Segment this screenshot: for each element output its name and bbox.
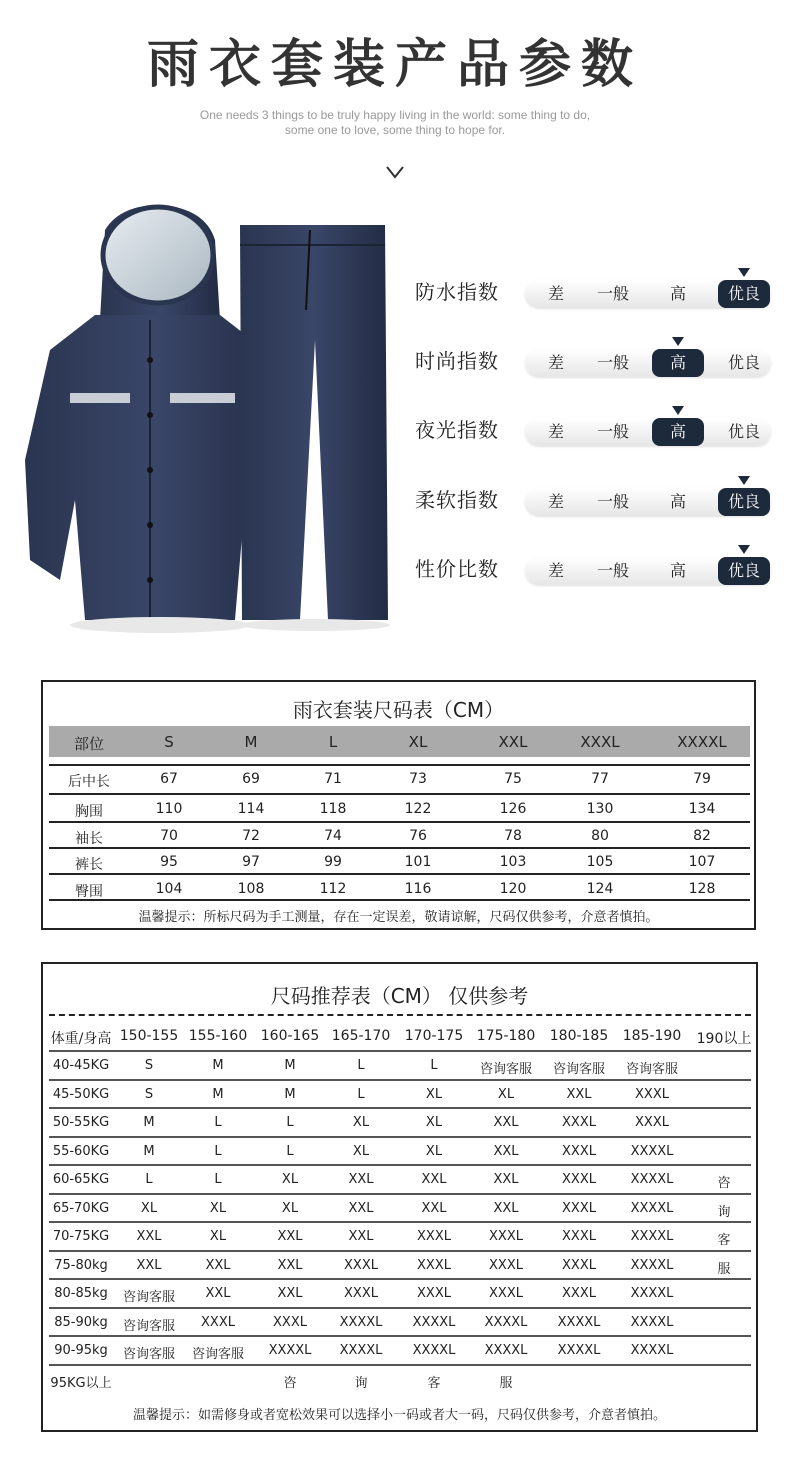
size-table-header-cell: L: [328, 733, 338, 751]
recommend-table-header-cell: 体重/身高: [50, 1031, 112, 1047]
recommend-table-cell: XXL: [277, 1258, 303, 1273]
size-table-header-cell: XXXL: [580, 733, 620, 751]
recommend-table-cell: XXXL: [489, 1258, 523, 1273]
size-table-cell: 76: [409, 828, 427, 844]
recommend-table-cell: XXL: [493, 1144, 519, 1159]
size-table-cell: 107: [688, 854, 716, 870]
page-subtitle: [0, 108, 790, 138]
rating-label: 时尚指数: [415, 349, 499, 373]
recommend-table-cell: XXXXL: [630, 1315, 674, 1330]
rating-option: 差: [547, 422, 564, 441]
size-table-cell: 112: [319, 881, 347, 897]
recommend-table-cell: XL: [352, 1115, 370, 1130]
recommend-table-cell: L: [286, 1144, 294, 1159]
recommend-table-cell: XXXXL: [557, 1315, 601, 1330]
size-table-cell: 118: [319, 801, 347, 817]
recommend-table-header-cell: 175-180: [476, 1028, 536, 1044]
recommend-table-cell: 40-45KG: [52, 1058, 110, 1073]
recommend-table-cell: XXL: [421, 1172, 447, 1187]
recommend-table-cell: XXXXL: [630, 1144, 674, 1159]
size-table-cell: 126: [499, 801, 527, 817]
page-title: 雨衣套装产品参数: [146, 35, 643, 95]
rating-option: 高: [652, 349, 704, 377]
size-table-cell: 108: [237, 881, 265, 897]
size-table-header-cell: XXL: [498, 733, 528, 751]
recommend-table-row-line: [49, 1250, 751, 1252]
recommend-table-cell: XXL: [493, 1172, 519, 1187]
recommend-table-cell: XXXL: [344, 1258, 378, 1273]
size-table-cell: 116: [404, 881, 432, 897]
recommend-table-cell: XXXL: [344, 1286, 378, 1301]
rating-marker-icon: [738, 476, 750, 485]
recommend-table-cell: XXXL: [562, 1144, 596, 1159]
rating-option: 一般: [596, 422, 629, 441]
recommend-table-cell: XXXL: [562, 1115, 596, 1130]
recommend-table-cell: 客: [427, 1376, 441, 1391]
raincoat-product-image: [10, 200, 390, 660]
recommend-table-cell: 咨询客服: [122, 1319, 175, 1334]
recommend-table-cell: XL: [425, 1115, 443, 1130]
recommend-table-title: 尺码推荐表（CM） 仅供参考: [270, 984, 529, 1008]
rating-label: 防水指数: [415, 280, 499, 304]
recommend-table-cell: XL: [209, 1229, 227, 1244]
recommend-table-cell: M: [284, 1087, 296, 1102]
size-table-cell: 82: [693, 828, 711, 844]
size-table-cell: 105: [586, 854, 614, 870]
recommend-table-cell: XL: [281, 1201, 299, 1216]
rating-row: [415, 408, 785, 448]
size-table-note: 温馨提示：所标尺码为手工测量，存在一定误差，敬请谅解，尺码仅供参考，介意者慎拍。: [138, 910, 659, 925]
recommend-table-cell: XXXXL: [412, 1315, 456, 1330]
recommend-table-cell: 咨询客服: [122, 1347, 175, 1362]
rating-marker-icon: [672, 337, 684, 346]
recommend-table-cell: 50-55KG: [52, 1115, 110, 1130]
size-table-header-cell: XL: [408, 733, 428, 751]
rating-option: 差: [547, 561, 564, 580]
size-table-cell: 124: [586, 881, 614, 897]
recommend-table-header-cell: 155-160: [188, 1028, 248, 1044]
size-table-cell: 71: [324, 771, 342, 787]
size-table-cell: 101: [404, 854, 432, 870]
rating-option: 一般: [596, 353, 629, 372]
recommend-table-cell: XXXL: [201, 1315, 235, 1330]
size-table-cell: 74: [324, 828, 342, 844]
size-table-cell: 99: [324, 854, 342, 870]
size-table-cell: 103: [499, 854, 527, 870]
rating-option: 优良: [727, 353, 760, 372]
recommend-table-cell: XXL: [136, 1229, 162, 1244]
size-table-cell: 77: [591, 771, 609, 787]
rating-option: 高: [669, 492, 686, 511]
recommend-table-cell: S: [144, 1058, 154, 1073]
recommend-table-cell: XXXL: [562, 1286, 596, 1301]
recommend-table-cell: XXL: [348, 1172, 374, 1187]
recommend-table-cell: XXL: [566, 1087, 592, 1102]
recommend-table-cell: XXL: [493, 1115, 519, 1130]
recommend-table-cell: 客: [717, 1233, 731, 1248]
recommend-table-cell: XXXL: [489, 1229, 523, 1244]
recommend-table-cell: XXL: [277, 1229, 303, 1244]
recommend-table-cell: XXXL: [562, 1229, 596, 1244]
recommend-table-cell: 75-80kg: [54, 1258, 108, 1273]
recommend-table-cell: XL: [140, 1201, 158, 1216]
size-table-cell: 72: [242, 828, 260, 844]
recommend-table-cell: 咨询客服: [122, 1290, 175, 1305]
size-table-header-cell: 部位: [73, 735, 104, 753]
chevron-down-icon: [383, 160, 407, 184]
recommend-table-row-line: [49, 1079, 751, 1081]
recommend-table-cell: 60-65KG: [52, 1172, 110, 1187]
rating-row: [415, 478, 785, 518]
size-table-cell: 134: [688, 801, 716, 817]
size-table-cell: 裤长: [75, 857, 103, 873]
rating-marker-icon: [738, 268, 750, 277]
recommend-table-cell: M: [284, 1058, 296, 1073]
size-table-cell: 75: [504, 771, 522, 787]
size-table-cell: 69: [242, 771, 260, 787]
recommend-table-row-line: [49, 1050, 751, 1052]
recommend-table-cell: XXXL: [635, 1087, 669, 1102]
recommend-table-cell: L: [430, 1058, 438, 1073]
recommend-table-cell: XXXXL: [339, 1315, 383, 1330]
rating-option: 差: [547, 492, 564, 511]
size-table-cell: 臀围: [75, 884, 103, 900]
size-table-header-cell: XXXXL: [677, 733, 727, 751]
recommend-table-cell: XXXL: [562, 1258, 596, 1273]
rating-label: 柔软指数: [415, 488, 499, 512]
recommend-table-cell: XXL: [277, 1286, 303, 1301]
size-table-title: 雨衣套装尺码表（CM）: [292, 698, 505, 722]
recommend-table-cell: XXXL: [417, 1286, 451, 1301]
recommend-table-row-line: [49, 1107, 751, 1109]
size-table-cell: 后中长: [68, 774, 110, 790]
recommend-table-cell: XL: [281, 1172, 299, 1187]
recommend-table-cell: 45-50KG: [52, 1087, 110, 1102]
recommend-table: [41, 962, 758, 1432]
recommend-table-cell: 65-70KG: [52, 1201, 110, 1216]
size-table-row-line: [49, 847, 750, 849]
recommend-table-header-cell: 185-190: [622, 1028, 682, 1044]
recommend-table-cell: 70-75KG: [52, 1229, 110, 1244]
recommend-table-row-line: [49, 1193, 751, 1195]
size-table-cell: 114: [237, 801, 265, 817]
size-table-header-cell: S: [164, 733, 174, 751]
size-table-cell: 97: [242, 854, 260, 870]
recommend-table-cell: XXL: [205, 1258, 231, 1273]
size-table-cell: 120: [499, 881, 527, 897]
recommend-table-cell: XXL: [205, 1286, 231, 1301]
size-table-cell: 胸围: [75, 804, 103, 820]
size-table-cell: 79: [693, 771, 711, 787]
recommend-table-cell: XXXXL: [630, 1172, 674, 1187]
recommend-table-cell: XXXXL: [412, 1343, 456, 1358]
rating-option: 差: [547, 353, 564, 372]
recommend-table-cell: XXXXL: [484, 1343, 528, 1358]
size-table-cell: 78: [504, 828, 522, 844]
recommend-table-cell: M: [143, 1115, 155, 1130]
recommend-table-cell: 80-85kg: [54, 1286, 108, 1301]
recommend-table-cell: XXXXL: [484, 1315, 528, 1330]
recommend-table-cell: 询: [717, 1205, 731, 1220]
recommend-table-row-line: [49, 1307, 751, 1309]
recommend-table-row-line: [49, 1164, 751, 1166]
recommend-table-cell: XXXXL: [630, 1258, 674, 1273]
recommend-table-cell: 咨询客服: [191, 1347, 244, 1362]
recommend-table-cell: XXXXL: [630, 1286, 674, 1301]
rating-option: 差: [547, 284, 564, 303]
recommend-table-cell: S: [144, 1087, 154, 1102]
rating-option: 一般: [596, 284, 629, 303]
size-table-cell: 110: [155, 801, 183, 817]
size-table-header-cell: M: [244, 733, 258, 751]
recommend-table-cell: L: [214, 1144, 222, 1159]
recommend-table-cell: 55-60KG: [52, 1144, 110, 1159]
recommend-table-cell: XXXL: [635, 1115, 669, 1130]
size-table-row-line: [49, 764, 750, 766]
rating-option: 一般: [596, 492, 629, 511]
subtitle-line-1: One needs 3 things to be truly happy living in the world: some thing to do,: [199, 108, 591, 122]
recommend-table-cell: 90-95kg: [54, 1343, 108, 1358]
recommend-table-divider: [49, 1014, 751, 1016]
recommend-table-cell: XXXXL: [268, 1343, 312, 1358]
recommend-table-header-cell: 160-165: [260, 1028, 320, 1044]
recommend-table-cell: 询: [354, 1376, 368, 1391]
recommend-table-cell: XXXXL: [339, 1343, 383, 1358]
recommend-table-cell: XXXL: [489, 1286, 523, 1301]
size-table-row-line: [49, 873, 750, 875]
recommend-table-note: 温馨提示：如需修身或者宽松效果可以选择小一码或者大一码，尺码仅供参考，介意者慎拍。: [132, 1408, 666, 1423]
recommend-table-cell: XXL: [493, 1201, 519, 1216]
recommend-table-cell: 咨询客服: [552, 1062, 605, 1077]
size-table-cell: 70: [160, 828, 178, 844]
recommend-table-cell: 服: [717, 1262, 731, 1277]
rating-option: 高: [669, 284, 686, 303]
recommend-table-cell: XXXXL: [557, 1343, 601, 1358]
recommend-table-header-cell: 150-155: [119, 1028, 179, 1044]
recommend-table-cell: 咨: [283, 1376, 297, 1391]
recommend-table-header-cell: 170-175: [404, 1028, 464, 1044]
size-table-row-line: [49, 821, 750, 823]
recommend-table-cell: L: [214, 1172, 222, 1187]
recommend-table-row-line: [49, 1221, 751, 1223]
recommend-table-cell: XL: [352, 1144, 370, 1159]
recommend-table-cell: XL: [425, 1087, 443, 1102]
recommend-table-cell: L: [145, 1172, 153, 1187]
subtitle-line-2: some one to love, some thing to hope for.: [284, 123, 506, 137]
rating-option: 一般: [596, 561, 629, 580]
size-table-cell: 122: [404, 801, 432, 817]
recommend-table-cell: L: [357, 1087, 365, 1102]
recommend-table-cell: 85-90kg: [54, 1315, 108, 1330]
rating-row: [415, 547, 785, 587]
size-table-cell: 104: [155, 881, 183, 897]
size-table-cell: 袖长: [75, 831, 103, 847]
recommend-table-cell: XXXXL: [630, 1343, 674, 1358]
size-table-cell: 128: [688, 881, 716, 897]
recommend-table-cell: XXL: [348, 1201, 374, 1216]
size-table-cell: 130: [586, 801, 614, 817]
recommend-table-header-cell: 180-185: [549, 1028, 609, 1044]
rating-option: 优良: [718, 557, 770, 585]
recommend-table-row-line: [49, 1335, 751, 1337]
rating-label: 性价比数: [415, 557, 499, 581]
recommend-table-cell: M: [212, 1058, 224, 1073]
recommend-table-cell: 95KG以上: [50, 1376, 112, 1391]
rating-label: 夜光指数: [415, 418, 499, 442]
recommend-table-cell: XXXXL: [630, 1201, 674, 1216]
recommend-table-row-line: [49, 1364, 751, 1366]
recommend-table-header-cell: 165-170: [331, 1028, 391, 1044]
rating-option: 高: [652, 418, 704, 446]
size-table-cell: 95: [160, 854, 178, 870]
recommend-table-cell: XXL: [348, 1229, 374, 1244]
size-table-cell: 80: [591, 828, 609, 844]
rating-option: 优良: [718, 488, 770, 516]
recommend-table-cell: XXXL: [273, 1315, 307, 1330]
recommend-table-cell: 咨: [717, 1176, 731, 1191]
size-table-row-line: [49, 793, 750, 795]
recommend-table-cell: L: [357, 1058, 365, 1073]
rating-row: [415, 270, 785, 310]
rating-marker-icon: [672, 406, 684, 415]
recommend-table-cell: M: [212, 1087, 224, 1102]
recommend-table-cell: XL: [209, 1201, 227, 1216]
rating-option: 优良: [727, 422, 760, 441]
recommend-table-cell: XXXL: [562, 1172, 596, 1187]
rating-option: 优良: [718, 280, 770, 308]
recommend-table-cell: XXXL: [562, 1201, 596, 1216]
recommend-table-row-line: [49, 1278, 751, 1280]
rating-marker-icon: [738, 545, 750, 554]
pants-shape: [240, 225, 390, 631]
size-table-row-line: [49, 899, 750, 901]
recommend-table-header-cell: 190以上: [696, 1031, 752, 1047]
size-table: [41, 680, 756, 930]
recommend-table-cell: XXXL: [417, 1229, 451, 1244]
recommend-table-cell: L: [286, 1115, 294, 1130]
size-table-cell: 73: [409, 771, 427, 787]
recommend-table-cell: XL: [497, 1087, 515, 1102]
recommend-table-cell: M: [143, 1144, 155, 1159]
recommend-table-cell: XXL: [421, 1201, 447, 1216]
recommend-table-cell: 服: [499, 1376, 513, 1391]
recommend-table-cell: XXXL: [417, 1258, 451, 1273]
rating-row: [415, 339, 785, 379]
size-table-cell: 67: [160, 771, 178, 787]
recommend-table-cell: L: [214, 1115, 222, 1130]
recommend-table-cell: 咨询客服: [625, 1062, 678, 1077]
recommend-table-cell: 咨询客服: [479, 1062, 532, 1077]
rating-option: 高: [669, 561, 686, 580]
recommend-table-cell: XXL: [136, 1258, 162, 1273]
recommend-table-cell: XL: [425, 1144, 443, 1159]
recommend-table-row-line: [49, 1136, 751, 1138]
recommend-table-cell: XXXXL: [630, 1229, 674, 1244]
